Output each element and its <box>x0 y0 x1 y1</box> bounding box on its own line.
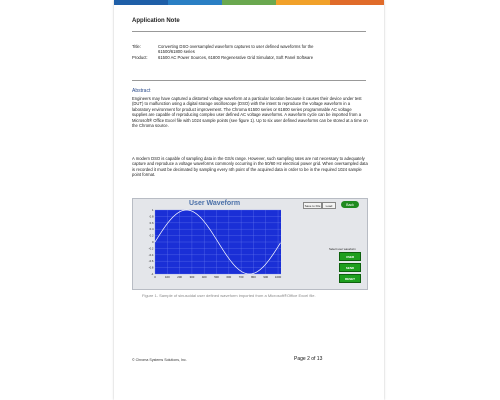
brand-color-4 <box>276 0 330 5</box>
brand-color-3 <box>222 0 276 5</box>
abstract-paragraph-2: A modern DSO is capable of sampling data in the GS/s range. However, such sampling rates are not necessary to adequately capture and reproduce a voltage waveforms commonly occurring in the 50/60 Hz electrical power grid. When oversampled data is recorded it must be decimated by sampling every nth point of the acquired data in order to be in the required 1024 sample point format. <box>132 156 368 178</box>
reset-button[interactable]: RESET <box>339 274 361 283</box>
load-button[interactable]: Load <box>322 202 336 209</box>
title-line-2: 61500/61800 series <box>158 49 195 55</box>
save-to-file-button[interactable]: Save to File <box>304 203 321 208</box>
y-tick-label: -1 <box>151 272 154 276</box>
document-page <box>114 0 384 400</box>
y-tick-label: 0.2 <box>149 233 154 238</box>
brand-color-5 <box>330 0 384 5</box>
meta-divider <box>132 80 366 81</box>
brand-color-1 <box>114 0 168 5</box>
figure-caption: Figure 1- Sample of sinusoidal user defined waveform imported from a Microsoft®Office Excel file. <box>142 293 316 298</box>
title-label: Title: <box>132 44 141 49</box>
x-tick-label: 100 <box>164 275 170 279</box>
y-tick-label: -0.8 <box>148 265 154 270</box>
x-tick-label: 200 <box>177 275 182 279</box>
y-tick-label: -0.6 <box>148 259 154 264</box>
y-tick-label: -0.2 <box>148 246 154 251</box>
title-line-1: Converting DSO oversampled waveform captures to user defined waveforms for the <box>158 44 314 49</box>
x-tick-label: 500 <box>214 275 219 279</box>
page-header-title: Application Note <box>132 18 180 24</box>
x-tick-label: 0 <box>154 275 156 279</box>
select-waveform-label: Select user waveform <box>329 247 356 251</box>
abstract-heading: Abstract <box>132 88 151 94</box>
x-tick-label: 800 <box>251 275 256 279</box>
y-tick-label: 0.4 <box>149 227 154 232</box>
abstract-paragraph-1: Engineers may have captured a distorted voltage waveform at a particular location because it causes their device under test (DUT) to malfunction using a digital storage oscilloscope (DSO) with the intent to reproduce the voltage waveform in a laboratory environment for product improvement. The Chroma 61500 series or 61800 series programmable AC voltage supplies are capable of reproducing complex user defined AC voltage waveforms. A waveform cycle can be imported from a Microsoft® Office Excel file with 1024 sample points (see figure 1). Up to six user defined waveforms can be stored at a time on the Chroma source. <box>132 96 368 129</box>
product-label: Product: <box>132 54 148 60</box>
x-tick-label: 900 <box>263 275 269 279</box>
document-meta <box>132 44 366 60</box>
user-waveform-figure <box>132 198 368 290</box>
back-button[interactable]: Back <box>341 201 359 208</box>
brand-color-bar <box>114 0 384 5</box>
waveform-plot <box>145 209 283 284</box>
y-tick-label: 0 <box>151 240 154 244</box>
brand-color-2 <box>168 0 222 5</box>
footer-page-number: Page 2 of 13 <box>294 356 323 362</box>
y-tick-label: 0.6 <box>149 220 154 225</box>
user-waveform-select[interactable]: USER <box>339 252 361 261</box>
header-divider <box>132 31 366 32</box>
y-tick-label: 0.8 <box>149 214 154 219</box>
x-tick-label: 300 <box>189 275 195 279</box>
x-tick-label: 700 <box>238 275 244 279</box>
chart-title: User Waveform <box>189 200 241 207</box>
footer-copyright: © Chroma Systems Solutions, Inc. <box>132 358 187 362</box>
x-tick-label: 400 <box>201 275 207 279</box>
x-tick-label: 1000 <box>274 275 282 279</box>
send-button[interactable]: SEND <box>339 263 361 272</box>
y-tick-label: 1 <box>151 209 154 212</box>
product-value: 61500 AC Power Sources, 61800 Regenerative Grid Simulator, Soft Panel Software <box>158 54 314 60</box>
title-value <box>158 44 366 55</box>
y-tick-label: -0.4 <box>148 252 154 257</box>
x-tick-label: 600 <box>226 275 232 279</box>
